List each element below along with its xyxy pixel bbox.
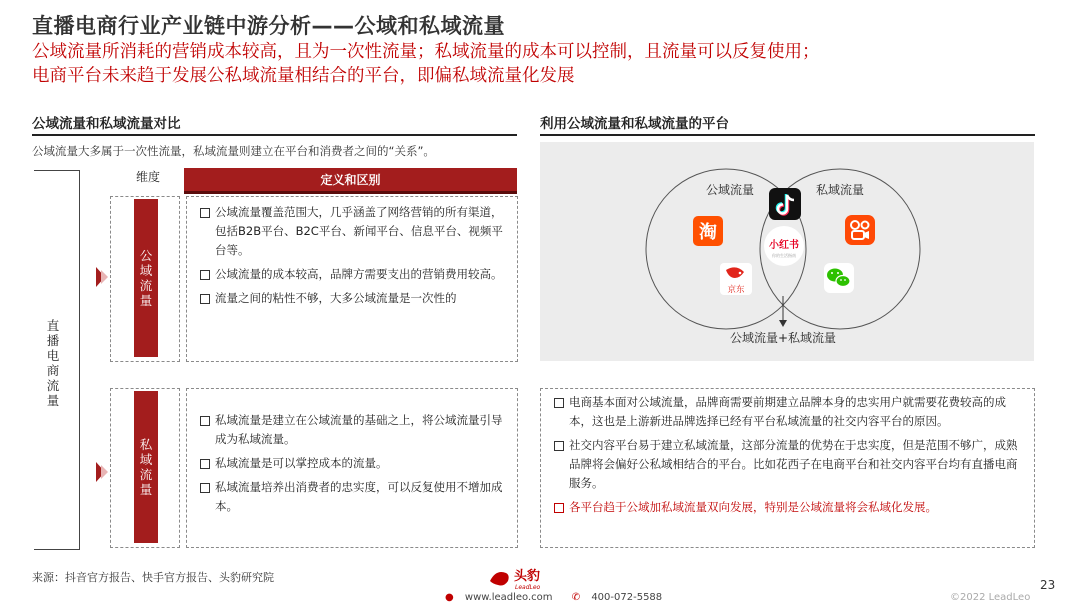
- copyright: ©2022 LeadLeo: [950, 592, 1031, 603]
- page-subtitle: [32, 40, 1072, 88]
- arrow-down-icon: [779, 320, 787, 327]
- right-section-title: 利用公域流量和私域流量的平台: [540, 116, 729, 132]
- public-definition-box: [186, 196, 518, 362]
- venn-diagram: [540, 142, 1034, 361]
- logo-text: 头豹: [514, 569, 541, 584]
- phone-contact: [572, 592, 670, 603]
- website-link[interactable]: [445, 592, 561, 603]
- left-section-divider: [32, 134, 517, 136]
- private-definition-box: [186, 388, 518, 548]
- chevron-right-icon: [96, 267, 110, 287]
- right-bullet-3: 各平台趋于公域加私域流量双向发展，特别是公域流量将会私域化发展。: [553, 498, 1024, 517]
- phone-icon: ✆: [571, 592, 581, 603]
- xiaohongshu-text: 小红书: [769, 240, 799, 251]
- private-dimension-box: [110, 388, 180, 548]
- kuaishou-icon: [845, 215, 875, 245]
- side-label: 直播电商流量: [46, 318, 60, 408]
- left-section-description: 公域流量大多属于一次性流量，私域流量则建立在平台和消费者之间的“关系”。: [32, 144, 435, 158]
- right-bullet-2: 社交内容平台易于建立私域流量，这部分流量的优势在于忠实度，但是范围不够广，成熟品牌将会偏好公私域相结合的平台。比如花西子在电商平台和社交内容平台均有直播电商服务。: [553, 436, 1024, 493]
- douyin-icon: [769, 188, 801, 220]
- logo-subtext: LeadLeo: [515, 584, 541, 591]
- footer-contacts: [445, 592, 678, 603]
- private-dimension-label: 私域流量: [134, 391, 158, 543]
- xiaohongshu-subtext: 你的生活指南: [772, 253, 796, 258]
- column-header-dimension: 维度: [136, 170, 161, 184]
- private-bullet-2: 私域流量是可以掌控成本的流量。: [199, 454, 507, 473]
- page-title: 直播电商行业产业链中游分析——公域和私域流量: [32, 14, 505, 38]
- taobao-icon: [693, 216, 723, 246]
- left-section-title: 公域流量和私域流量对比: [32, 116, 181, 132]
- source-note: 来源：抖音官方报告、快手官方报告、头豹研究院: [32, 571, 274, 584]
- right-bullet-1: 电商基本面对公域流量，品牌商需要前期建立品牌本身的忠实用户就需要花费较高的成本，这也是上游新进品牌选择已经有平台私域流量的社交内容平台的原因。: [553, 393, 1024, 431]
- right-section-divider: [540, 134, 1035, 136]
- wechat-icon: [824, 263, 854, 293]
- private-bullet-1: 私域流量是建立在公域流量的基础之上，将公域流量引导成为私域流量。: [199, 411, 507, 449]
- page-number: 23: [1040, 578, 1056, 592]
- subtitle-line-1: 公域流量所消耗的营销成本较高，且为一次性流量；私域流量的成本可以控制，且流量可以反复使用；: [32, 42, 820, 62]
- xiaohongshu-icon: [764, 226, 804, 266]
- website-text: www.leadleo.com: [464, 592, 553, 603]
- public-bullet-3: 流量之间的粘性不够，大多公域流量是一次性的: [199, 289, 507, 308]
- venn-right-label: 私域流量: [815, 183, 865, 197]
- right-bullets-box: [540, 388, 1035, 548]
- public-dimension-label: 公域流量: [134, 199, 158, 357]
- public-bullet-2: 公域流量的成本较高，品牌方需要支出的营销费用较高。: [199, 265, 507, 284]
- jd-icon: [720, 263, 752, 295]
- venn-left-label: 公域流量: [705, 183, 755, 197]
- jd-text: 京东: [727, 285, 745, 295]
- leopard-icon: [490, 572, 509, 586]
- subtitle-line-2: 电商平台未来趋于发展公私域流量相结合的平台，即偏私域流量化发展: [32, 66, 575, 86]
- public-dimension-box: [110, 196, 180, 362]
- venn-bottom-label: 公域流量+私域流量: [729, 331, 837, 345]
- private-bullet-3: 私域流量培养出消费者的忠实度，可以反复使用不增加成本。: [199, 478, 507, 516]
- public-bullet-1: 公域流量覆盖范围大，几乎涵盖了网络营销的所有渠道，包括B2B平台、B2C平台、新闻平台、信息平台、视频平台等。: [199, 203, 507, 260]
- globe-icon: ●: [445, 592, 454, 603]
- phone-text: 400-072-5588: [591, 592, 663, 603]
- column-header-definition: 定义和区别: [184, 168, 517, 194]
- taobao-glyph: 淘: [699, 222, 717, 243]
- leadleo-logo: [488, 565, 558, 593]
- venn-panel: [540, 142, 1034, 361]
- chevron-right-icon: [96, 462, 110, 482]
